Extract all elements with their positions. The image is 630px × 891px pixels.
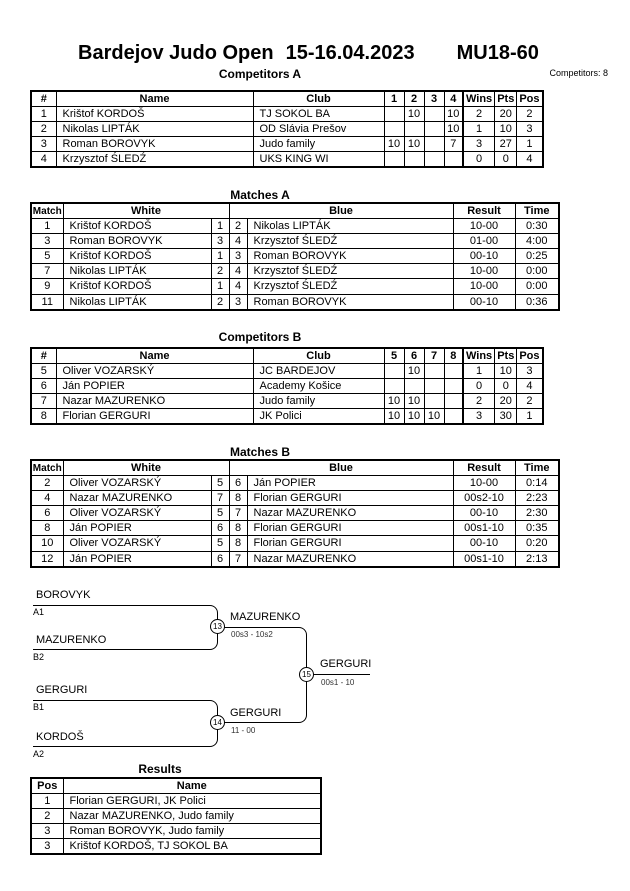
table-cell: 10 — [384, 409, 404, 425]
table-cell: 8 — [31, 521, 63, 536]
table-cell: 01-00 — [453, 234, 515, 249]
table-cell: 00-10 — [453, 249, 515, 264]
section-title-competitors-a: Competitors A — [218, 67, 302, 81]
col-header: Result — [453, 203, 515, 219]
table-cell: 3 — [229, 249, 247, 264]
table-cell: Florian GERGURI, JK Polici — [63, 794, 321, 809]
table-cell: 2 — [211, 294, 229, 310]
table-cell: 1 — [463, 364, 495, 379]
table-cell: 6 — [211, 551, 229, 567]
table-cell: 8 — [229, 536, 247, 551]
table-cell: 20 — [495, 107, 517, 122]
table-cell: Krzysztof ŚLEDŹ — [247, 264, 453, 279]
category-label: MU18-60 — [456, 42, 539, 64]
table-cell: 5 — [211, 536, 229, 551]
table-cell: 10-00 — [453, 279, 515, 294]
section-title-results: Results — [138, 762, 182, 776]
col-header: White — [63, 460, 229, 476]
table-cell: 1 — [517, 137, 543, 152]
table-cell: 4 — [517, 379, 543, 394]
table-cell: 8 — [229, 491, 247, 506]
table-cell: 10 — [404, 394, 424, 409]
bracket-final-winner-line — [307, 674, 370, 675]
table-cell: 10 — [404, 364, 424, 379]
col-header: Wins — [463, 348, 495, 364]
table-cell: 2 — [31, 122, 56, 137]
table-cell: 10 — [495, 122, 517, 137]
table-cell: 3 — [31, 824, 63, 839]
table-cell: 10-00 — [453, 219, 515, 234]
col-header: Match — [31, 203, 63, 219]
col-header: Pts — [495, 91, 517, 107]
table-cell: 20 — [495, 394, 517, 409]
table-cell: 10 — [404, 409, 424, 425]
table-cell: 1 — [211, 279, 229, 294]
table-row — [31, 794, 321, 809]
col-header: Pos — [517, 348, 543, 364]
table-cell: Roman BOROVYK, Judo family — [63, 824, 321, 839]
table-cell: Krištof KORDOŠ — [63, 279, 211, 294]
table-cell: 1 — [211, 219, 229, 234]
col-header: Pos — [517, 91, 543, 107]
col-header: Time — [515, 203, 559, 219]
results-table — [30, 777, 322, 855]
col-header: Time — [515, 460, 559, 476]
table-cell: 00s1-10 — [453, 521, 515, 536]
table-cell: 2 — [211, 264, 229, 279]
col-header: # — [31, 348, 56, 364]
table-cell: Academy Košice — [253, 379, 384, 394]
bracket-score-label: 00s3 - 10s2 — [231, 630, 273, 639]
table-cell: 4 — [31, 152, 56, 168]
col-header: 1 — [384, 91, 404, 107]
event-name: Bardejov Judo Open — [78, 42, 274, 64]
table-cell: 2 — [517, 107, 543, 122]
table-cell: Judo family — [253, 137, 384, 152]
table-cell: 0 — [463, 379, 495, 394]
col-header: Blue — [229, 460, 453, 476]
table-cell: 3 — [517, 122, 543, 137]
table-cell: 00s2-10 — [453, 491, 515, 506]
table-cell: 9 — [31, 279, 63, 294]
table-cell: 6 — [31, 379, 56, 394]
table-cell: Krištof KORDOŠ — [56, 107, 253, 122]
bracket-final-winner-label: GERGURI — [320, 658, 372, 670]
col-header: Match — [31, 460, 63, 476]
event-date: 15-16.04.2023 — [285, 42, 415, 64]
table-cell: Nazar MAZURENKO, Judo family — [63, 809, 321, 824]
table-cell: Roman BOROVYK — [56, 137, 253, 152]
table-cell: 3 — [211, 234, 229, 249]
table-cell: 27 — [495, 137, 517, 152]
table-cell: 4 — [517, 152, 543, 168]
table-cell: 0:25 — [515, 249, 559, 264]
table-cell: 3 — [463, 409, 495, 425]
bracket-score-label: 00s1 - 10 — [321, 678, 355, 687]
table-cell: Krištof KORDOŠ — [63, 219, 211, 234]
table-cell: 10 — [384, 137, 404, 152]
table-cell: 8 — [229, 521, 247, 536]
bracket-match-number-circle: 14 — [210, 715, 225, 730]
col-header: # — [31, 91, 56, 107]
section-title-matches-b: Matches B — [229, 445, 291, 459]
bracket-match-number-circle: 13 — [210, 619, 225, 634]
table-cell: 1 — [31, 219, 63, 234]
table-cell: Nazar MAZURENKO — [56, 394, 253, 409]
table-cell: 0:00 — [515, 264, 559, 279]
table-row — [31, 824, 321, 839]
table-cell: 5 — [211, 476, 229, 491]
table-cell: 0:36 — [515, 294, 559, 310]
table-cell: 10-00 — [453, 476, 515, 491]
table-cell: Judo family — [253, 394, 384, 409]
table-cell: Roman BOROVYK — [247, 249, 453, 264]
table-cell: 10 — [424, 409, 444, 425]
table-cell: 10 — [31, 536, 63, 551]
table-cell: 3 — [463, 137, 495, 152]
table-cell: 0 — [495, 152, 517, 168]
col-header: Blue — [229, 203, 453, 219]
col-header: 7 — [424, 348, 444, 364]
table-cell: Krištof KORDOŠ, TJ SOKOL BA — [63, 839, 321, 855]
table-cell: Ján POPIER — [247, 476, 453, 491]
table-cell: Ján POPIER — [63, 551, 211, 567]
table-cell: Oliver VOZARSKÝ — [63, 536, 211, 551]
col-header: White — [63, 203, 229, 219]
table-cell: UKS KING WI — [253, 152, 384, 168]
col-header: Club — [253, 91, 384, 107]
table-cell: 8 — [31, 409, 56, 425]
table-cell: OD Slávia Prešov — [253, 122, 384, 137]
table-cell: Florian GERGURI — [247, 536, 453, 551]
table-cell: 6 — [31, 506, 63, 521]
table-cell: 10 — [404, 107, 424, 122]
bracket-match-number-circle: 15 — [299, 667, 314, 682]
table-cell: 2 — [517, 394, 543, 409]
table-cell: 7 — [229, 506, 247, 521]
bracket-score-label: 11 - 00 — [231, 726, 256, 735]
section-title-competitors-b: Competitors B — [218, 330, 302, 344]
col-header: Name — [56, 91, 253, 107]
col-header: Name — [56, 348, 253, 364]
table-cell: 00s1-10 — [453, 551, 515, 567]
table-cell: 2:30 — [515, 506, 559, 521]
table-cell: 5 — [31, 364, 56, 379]
table-cell: Ján POPIER — [56, 379, 253, 394]
table-cell: 2:23 — [515, 491, 559, 506]
table-cell: 7 — [444, 137, 463, 152]
table-cell: 1 — [31, 107, 56, 122]
table-cell: Roman BOROVYK — [63, 234, 211, 249]
col-header: Wins — [463, 91, 495, 107]
table-cell: 4 — [31, 491, 63, 506]
table-cell: 7 — [211, 491, 229, 506]
section-title-matches-a: Matches A — [230, 188, 290, 202]
table-cell: Krzysztof ŚLEDŹ — [56, 152, 253, 168]
table-cell: 0:20 — [515, 536, 559, 551]
table-cell: Oliver VOZARSKÝ — [56, 364, 253, 379]
table-cell: 00-10 — [453, 294, 515, 310]
table-cell: 0:00 — [515, 279, 559, 294]
table-cell: Florian GERGURI — [247, 521, 453, 536]
table-cell: 10 — [384, 394, 404, 409]
table-cell: 11 — [31, 294, 63, 310]
table-cell: TJ SOKOL BA — [253, 107, 384, 122]
table-cell: 1 — [463, 122, 495, 137]
table-cell: 2 — [31, 809, 63, 824]
table-cell: Nikolas LIPTÁK — [56, 122, 253, 137]
table-cell: 10 — [444, 107, 463, 122]
table-cell: 2 — [463, 107, 495, 122]
table-cell: 00-10 — [453, 536, 515, 551]
table-cell: 10 — [495, 364, 517, 379]
table-cell: 2 — [31, 476, 63, 491]
table-cell: Florian GERGURI — [56, 409, 253, 425]
col-header: 5 — [384, 348, 404, 364]
table-cell: 3 — [31, 839, 63, 855]
table-cell: Oliver VOZARSKÝ — [63, 506, 211, 521]
table-cell: Krzysztof ŚLEDŹ — [247, 234, 453, 249]
table-cell: 0 — [495, 379, 517, 394]
table-cell: 10 — [444, 122, 463, 137]
bracket-winner-label: GERGURI — [230, 707, 282, 719]
col-header: 2 — [404, 91, 424, 107]
table-row — [31, 809, 321, 824]
table-cell: Nazar MAZURENKO — [247, 506, 453, 521]
table-cell: 4 — [229, 279, 247, 294]
table-cell: 7 — [31, 394, 56, 409]
table-cell: 5 — [211, 506, 229, 521]
table-cell: Nazar MAZURENKO — [247, 551, 453, 567]
table-cell: 5 — [31, 249, 63, 264]
table-cell: Krzysztof ŚLEDŹ — [247, 279, 453, 294]
col-header: Club — [253, 348, 384, 364]
table-cell: 2 — [229, 219, 247, 234]
table-cell: Krištof KORDOŠ — [63, 249, 211, 264]
bracket-competitor-label: BOROVYK — [36, 589, 91, 601]
table-cell: 7 — [31, 264, 63, 279]
table-cell: 6 — [229, 476, 247, 491]
bracket-seed-label: B1 — [33, 702, 45, 712]
table-row — [31, 839, 321, 855]
table-cell: 30 — [495, 409, 517, 425]
table-cell: Nazar MAZURENKO — [63, 491, 211, 506]
bracket-winner-label: MAZURENKO — [230, 611, 301, 623]
table-cell: 2 — [463, 394, 495, 409]
table-cell: 12 — [31, 551, 63, 567]
col-header: 3 — [424, 91, 444, 107]
bracket-competitor-label: KORDOŠ — [36, 731, 84, 743]
table-cell: 4 — [229, 234, 247, 249]
table-cell: 0:14 — [515, 476, 559, 491]
table-cell: 6 — [211, 521, 229, 536]
competitors-count: Competitors: 8 — [549, 68, 608, 78]
col-header: Pos — [31, 778, 63, 794]
table-cell: 0:30 — [515, 219, 559, 234]
col-header: Pts — [495, 348, 517, 364]
table-cell: JK Polici — [253, 409, 384, 425]
table-cell: 10-00 — [453, 264, 515, 279]
bracket-seed-label: B2 — [33, 652, 45, 662]
col-header: Name — [63, 778, 321, 794]
table-cell: 00-10 — [453, 506, 515, 521]
table-cell: 0 — [463, 152, 495, 168]
table-cell: Oliver VOZARSKÝ — [63, 476, 211, 491]
table-cell: 1 — [211, 249, 229, 264]
table-cell: 0:35 — [515, 521, 559, 536]
table-cell: 1 — [517, 409, 543, 425]
table-cell: Nikolas LIPTÁK — [63, 264, 211, 279]
table-cell: 1 — [31, 794, 63, 809]
table-cell: 10 — [404, 137, 424, 152]
bracket-seed-label: A1 — [33, 607, 45, 617]
col-header: Result — [453, 460, 515, 476]
col-header: 6 — [404, 348, 424, 364]
table-cell: 3 — [31, 137, 56, 152]
table-cell: 3 — [517, 364, 543, 379]
table-cell: JC BARDEJOV — [253, 364, 384, 379]
bracket-competitor-label: GERGURI — [36, 684, 88, 696]
table-cell: Nikolas LIPTÁK — [63, 294, 211, 310]
table-cell: Ján POPIER — [63, 521, 211, 536]
table-cell: 3 — [31, 234, 63, 249]
table-cell: 2:13 — [515, 551, 559, 567]
col-header: 4 — [444, 91, 463, 107]
bracket-competitor-label: MAZURENKO — [36, 634, 107, 646]
col-header: 8 — [444, 348, 463, 364]
bracket-seed-label: A2 — [33, 749, 45, 759]
table-cell: Florian GERGURI — [247, 491, 453, 506]
table-cell: 3 — [229, 294, 247, 310]
table-cell: Nikolas LIPTÁK — [247, 219, 453, 234]
table-cell: 4 — [229, 264, 247, 279]
table-cell: Roman BOROVYK — [247, 294, 453, 310]
table-cell: 7 — [229, 551, 247, 567]
table-cell: 4:00 — [515, 234, 559, 249]
table-header-row — [31, 778, 321, 794]
